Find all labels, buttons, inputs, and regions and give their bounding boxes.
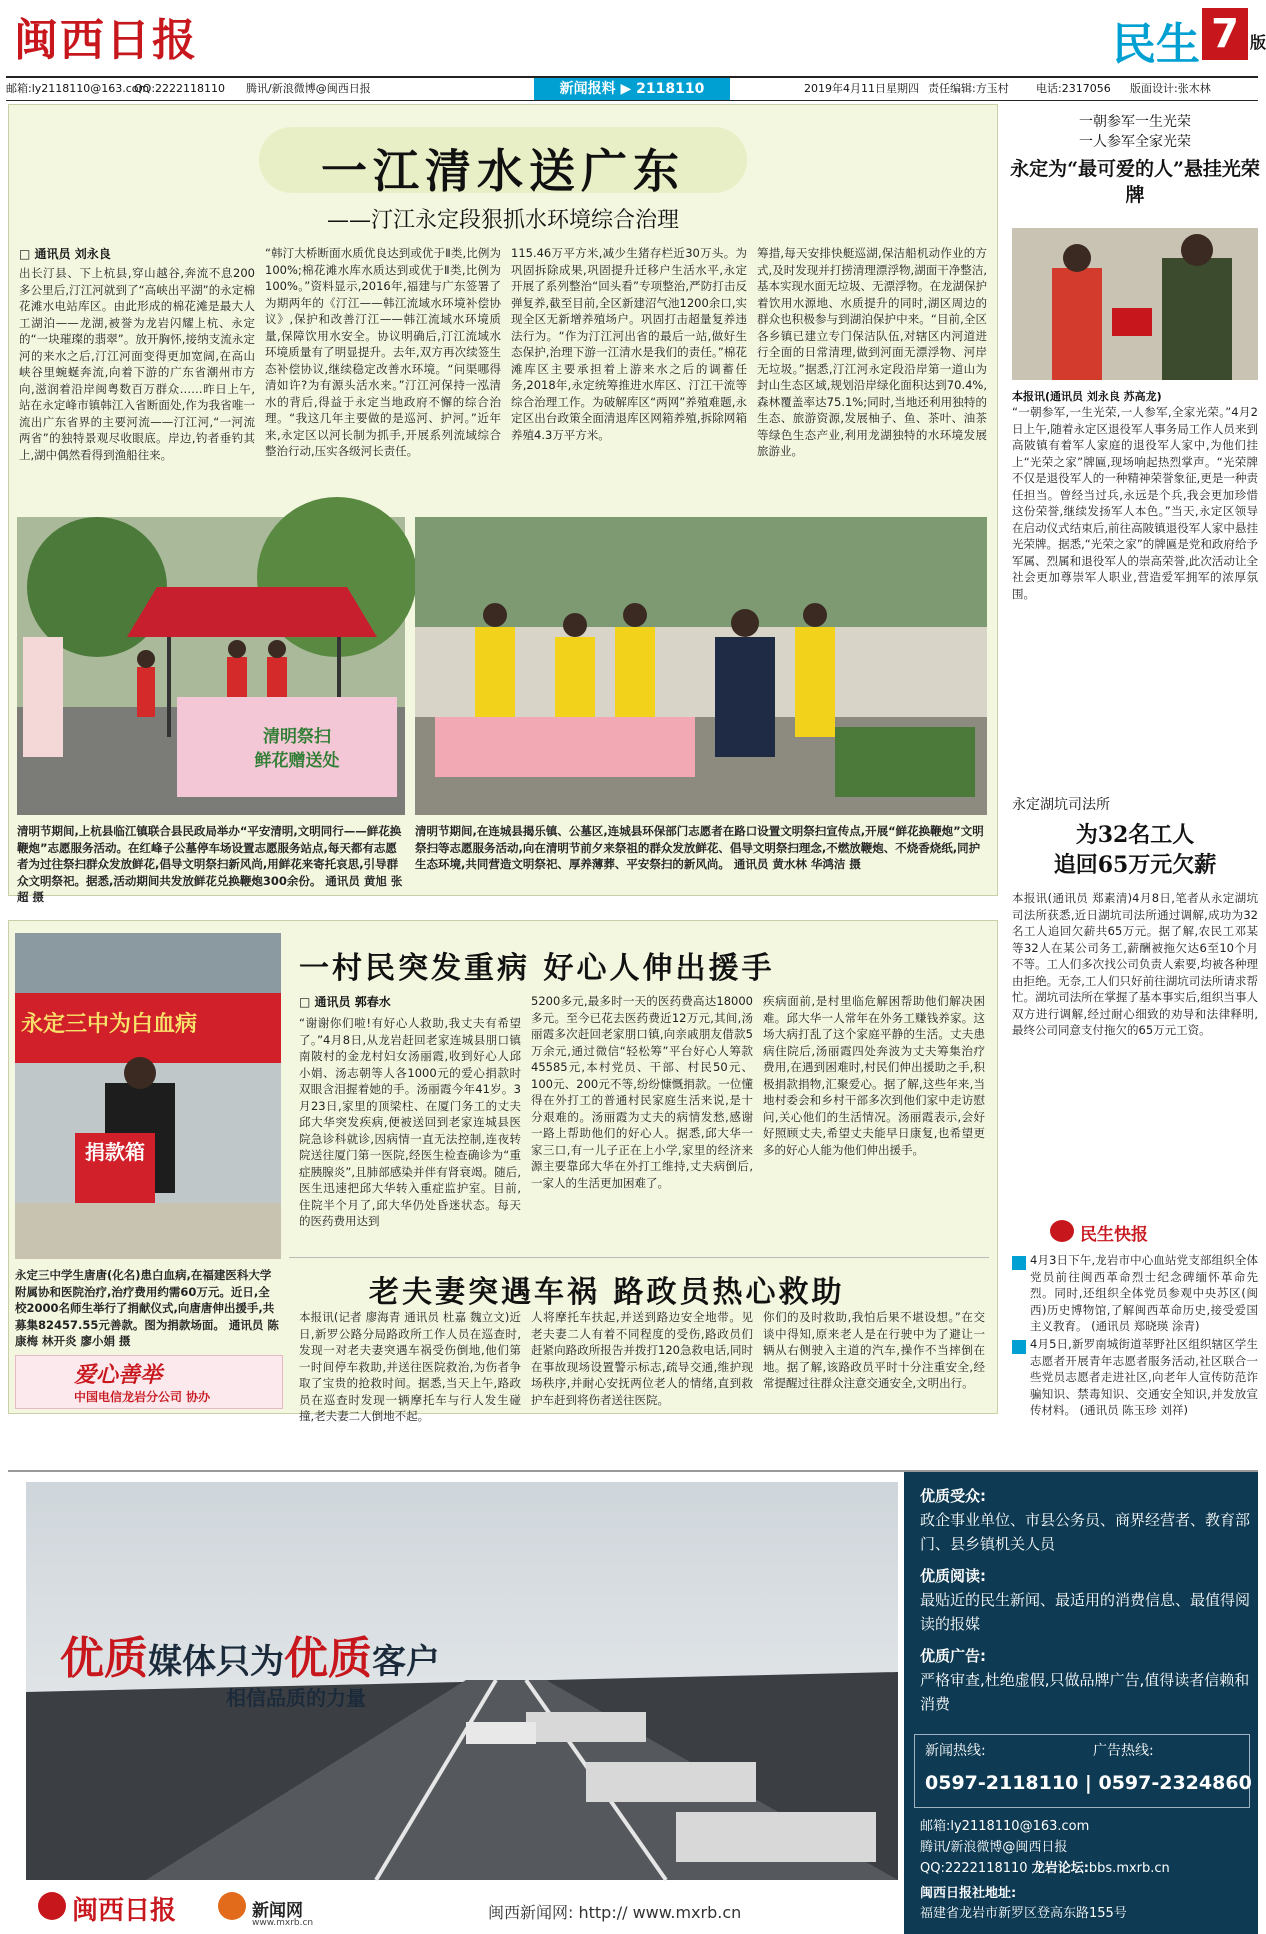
article-column: 本报讯(记者 廖海青 通讯员 杜嘉 魏立文)近日,新罗公路分局路政所工作人员在巡查时,发现一对老夫妻突遇车祸受伤倒地,他们第一时间停车救助,并送往医院救治,为伤者争取了宝贵的抢救时间。据悉,当天上午,路政员在巡查时发现一辆摩托车与行人发生碰撞,老夫妻二人倒地不起。 xyxy=(299,1310,521,1423)
newspaper-logo: 闽西日报 xyxy=(14,15,198,66)
brief-item: 4月3日下午,龙岩市中心血站党支部组织全体党员前往闽西革命烈士纪念碑缅怀革命先烈。同时,还组织全体党员参观中央苏区(闽西)历史博物馆,了解闽西革命历史,接受爱国主义教育。 (通讯员 郑晓瑛 涂青) xyxy=(1030,1253,1258,1333)
section-title: 民生 xyxy=(1112,19,1200,70)
headline: 一村民突发重病 好心人伸出援手 xyxy=(299,951,775,986)
banner-designer: 版面设计:张木林 xyxy=(1130,82,1211,95)
ad-heading: 优质受众: xyxy=(920,1487,986,1505)
photo-scene xyxy=(1012,228,1258,380)
ad-image xyxy=(26,1482,898,1880)
article-column: “韩汀大桥断面水质优良达到或优于Ⅱ类,比例为100%;棉花滩水库水质达到或优于Ⅱ类,比例为100%。”资料显示,2016年,福建与广东签署了为期两年的《汀江——韩江流域水环境补偿协议》,保护和改善汀江——韩江流域水环境质量,保障饮用水安全。协议明确后,汀江流域水环境质量有了明显提升。去年,双方再次续签生态补偿协议,继续稳定改善水环境。“问渠哪得清如许?为有源头活水来。”汀江河保持一泓清水的背后,得益于永定当地政府不懈的综合治理。“我这几年主要做的是巡河、护河。”近年来,永定区以河长制为抓手,开展系列流域综合整治行动,压实各级河长责任。 xyxy=(265,246,501,458)
article-column: 115.46万平方米,减少生猪存栏近30万头。为巩固拆除成果,巩固提升迁移户生活水平,永定开展了系列整治“回头看”专项整治,严防打击反弹复养,截至目前,全区新建沼气池1200余口,实现全区无新增养殖场户。巩固打击超量复养违法行为。“作为汀江河出省的最后一站,做好生态保护,治理下游一江清水是我们的责任。”棉花滩库区主要承担着上游来水之后的调蓄任务,2018年,永定统筹推进水库区、汀江干流等综合治理工作。为破解库区“两网”养殖难题,永定区出台政策全面清退库区网箱养殖,拆除网箱养殖4.3万平方米。 xyxy=(511,246,747,442)
kicker: 永定湖坑司法所 xyxy=(1012,797,1110,813)
byline: □ 通讯员 郭春水 xyxy=(299,995,391,1009)
article-body: 本报讯(通讯员 郑素清)4月8日,笔者从永定湖坑司法所获悉,近日湖坑司法所通过调解,成功为32名工人追回欠薪共65万元。据了解,农民工邓某等32人在某公司务工,薪酬被拖欠达6至10个月不等。工人们多次找公司负责人索要,均被各种理由拒绝。无奈,工人们只好前往湖坑司法所请求帮忙。湖坑司法所在掌握了基本事实后,组织当事人双方进行调解,经过耐心细致的劝导和法律释明,最终公司同意支付拖欠的65万元工资。 xyxy=(1012,891,1258,1037)
page-number: 7 xyxy=(1202,8,1248,60)
photo-caption: 清明节期间,上杭县临江镇联合县民政局举办“平安清明,文明同行——鲜花换鞭炮”志愿服务活动。在红峰子公墓停车场设置志愿服务站点,每天都有志愿者为过往祭扫群众发放鲜花,倡导文明祭扫新风尚,用鲜花来寄托哀思,引导群众文明祭祀。据悉,活动期间共发放鲜花兑换鞭炮300余份。 通讯员 黄旭 张超 摄 xyxy=(17,824,403,904)
brief-icon xyxy=(1050,1220,1074,1242)
ad-text: 最贴近的民生新闻、最适用的消费信息、最值得阅读的报媒 xyxy=(920,1591,1251,1633)
ad-quality xyxy=(920,1644,1250,1716)
ad-slogan-accent: 优质 xyxy=(284,1633,372,1684)
article-column: 筹措,每天安排快艇巡湖,保洁船机动作业的方式,及时发现并打捞清理漂浮物,湖面干净整洁,基本实现水面无垃圾、无漂浮物。在龙湖保护着饮用水源地、水质提升的同时,湖区周边的群众也积极参与到湖泊保护中来。“目前,全区各乡镇已建立专门保洁队伍,对辖区内河道进行全面的日常清理,做到河面无漂浮物、河岸无垃圾。”据悉,汀江河永定段沿岸第一道山为封山生态区域,规划沿岸绿化面积达到70.4%,森林覆盖率达75.1%;同时,当地还利用独特的生态、旅游资源,发展柚子、鱼、茶叶、油茶等绿色生态产业,利用龙湖独特的水环境发展旅游业。 xyxy=(757,246,987,458)
ad-audience xyxy=(920,1484,1250,1556)
banner-phone: 电话:2317056 xyxy=(1036,82,1111,95)
ad-contacts xyxy=(920,1816,1250,1879)
bullet-icon xyxy=(1012,1256,1026,1270)
article-column: 出长汀县、下上杭县,穿山越谷,奔流不息200多公里后,汀江河就到了“高峡出平湖”的永定棉花滩水电站库区。由此形成的棉花滩是最大人工湖泊——龙湖,被誉为龙岩闪耀上杭、永定的“一块璀璨的翡翠”。放开胸怀,接纳支流永定河的来水之后,汀江河面变得更加宽阔,在高山峡谷里蜿蜒奔流,向着下游的广东省潮州市方向,滋润着沿岸闽粤数百万群众……昨日上午,站在永定峰市镇韩江入省断面处,作为我省唯一流出广东省界的主要河流——汀江河,“一河流两省”的独特景观尽收眼底。岸边,钓者垂钓其上,湖中偶然看得到渔船往来。 xyxy=(19,266,255,462)
sponsor-brand: 爱心善举 xyxy=(74,1362,163,1388)
brief-item: 4月5日,新罗南城街道莘野社区组织辖区学生志愿者开展青年志愿者服务活动,社区联合一些党员志愿者走进社区,向老年人宣传防范诈骗知识、禁毒知识、交通安全知识,并发放宣传材料。 (通讯员 陈玉珍 刘祥) xyxy=(1030,1337,1258,1417)
ad-forum-label: 龙岩论坛: xyxy=(1031,1861,1089,1876)
ad-heading: 优质广告: xyxy=(920,1647,986,1665)
ad-info-panel xyxy=(904,1472,1258,1934)
donation-box-label: 捐款箱 xyxy=(85,1140,145,1164)
headline: 一江清水送广东 xyxy=(321,144,685,198)
ad-tagline: 相信品质的力量 xyxy=(226,1686,366,1710)
headline-line: 追回65万元欠薪 xyxy=(1053,852,1217,878)
photo-donation xyxy=(15,933,281,1259)
subheadline: ——汀江永定段狠抓水环境综合治理 xyxy=(326,208,679,233)
hotline-box xyxy=(914,1734,1250,1808)
ad-slogan xyxy=(60,1622,440,1686)
divider xyxy=(289,1257,989,1258)
ad-address-label: 闽西日报社地址: xyxy=(920,1886,1017,1901)
story-panel-bottom xyxy=(8,920,998,1423)
footer-logo-icon xyxy=(38,1892,66,1920)
page-number-box xyxy=(1202,8,1248,60)
ad-text: 严格审查,杜绝虚假,只做品牌广告,值得读者信赖和消费 xyxy=(920,1671,1250,1713)
ad-qq: QQ:2222118110 xyxy=(920,1861,1028,1876)
banner-qq: QQ:2222118110 xyxy=(134,82,226,95)
article-column: 5200多元,最多时一天的医药费高达18000多元。至今已花去医药费近12万元,其间,汤丽霞多次赶回老家朋口镇,向亲戚朋友借款5万余元,通过微信“轻松筹”平台好心人筹款45585元,本村党员、干部、村民50元、100元、200元不等,纷纷慷慨捐款。一位懂得在外打工的普通村民家庭生活来说,是十分艰难的。汤丽霞为丈夫的病情发愁,感谢一路上帮助他们的好心人。据悉,邱大华一家三口,有一儿子正在上小学,家里的经济来源主要靠邱大华在外打工维持,丈夫病倒后,一家人的生活更加困难了。 xyxy=(531,994,753,1190)
booth-banner-line: 鲜花赠送处 xyxy=(254,751,340,771)
story-river-cleanup xyxy=(8,104,998,904)
ad-hotline-label: 广告热线: xyxy=(1093,1743,1154,1759)
ad-slogan-text: 媒体只为 xyxy=(148,1642,284,1682)
ad-email: 邮箱:ly2118110@163.com xyxy=(920,1819,1090,1834)
article-column: 人将摩托车扶起,并送到路边安全地带。见老夫妻二人有着不同程度的受伤,路政员们赶紧向路政所报告并拨打120急救电话,同时在事故现场设置警示标志,疏导交通,维护现场秩序,并耐心安抚两位老人的情绪,直到救护车赶到将伤者送往医院。 xyxy=(531,1310,753,1407)
banner-email: 邮箱:ly2118110@163.com xyxy=(6,82,150,95)
photo-banner-text: 永定三中为白血病 xyxy=(21,1012,198,1037)
booth-banner-line: 清明祭扫 xyxy=(263,727,331,747)
photo-flower-booth xyxy=(17,517,405,815)
hotline-numbers: 0597-2118110 | 0597-2324860 xyxy=(925,1772,1252,1794)
banner-weibo: 腾讯/新浪微博@闽西日报 xyxy=(246,82,371,95)
kicker xyxy=(1010,112,1260,152)
byline: □ 通讯员 刘永良 xyxy=(19,247,111,261)
footer-brand: 新闻网 xyxy=(252,1901,303,1921)
headline: 永定为“最可爱的人”悬挂光荣牌 xyxy=(1010,158,1260,206)
masthead xyxy=(0,0,1264,76)
page-unit: 版 xyxy=(1249,33,1266,52)
ad-weibo: 腾讯/新浪微博@闽西日报 xyxy=(920,1840,1068,1855)
bullet-icon xyxy=(1012,1340,1026,1354)
photo-honor-plaque xyxy=(1012,228,1258,380)
ad-address xyxy=(920,1884,1250,1924)
footer-url-small: www.mxrb.cn xyxy=(252,1918,314,1928)
article-column: “谢谢你们啦!有好心人救助,我丈夫有希望了。”4月8日,从龙岩赶回老家连城县朋口镇南陂村的金龙村妇女汤丽霞,收到好心人邱小娟、汤志朝等人各1000元的爱心捐款时双眼含泪握着她的手。汤丽霞今年41岁。3月23日,家里的顶梁柱、在厦门务工的丈夫邱大华突发疾病,便被送回到老家连城县医院急诊科就诊,因病情一直无法控制,连夜转院送往厦门第一医院,经医生检查确诊为“重症胰腺炎”,且肺部感染并伴有肾衰竭。随后,医生迅速把邱大华转入重症监护室。目前,住院半个月了,邱大华仍处昏迷状态。每天的医药费用达到 xyxy=(299,1016,521,1228)
headline xyxy=(1010,820,1260,880)
ad-slogan-accent: 优质 xyxy=(60,1633,148,1684)
news-hotline-label: 新闻热线: xyxy=(925,1743,986,1759)
ad-text: 政企事业单位、市县公务员、商界经营者、教育部门、县乡镇机关人员 xyxy=(920,1511,1251,1553)
brief-header xyxy=(1050,1218,1220,1244)
article-body: “一朝参军,一生光荣,一人参军,全家光荣。”4月2日上午,随着永定区退役军人事务局工作人员来到高陂镇有着军人家庭的退役军人家中,为他们挂上“光荣之家”牌匾,现场响起热烈掌声。“光荣牌不仅是退役军人的一种精神荣誉象征,更是一种责任担当。曾经当过兵,永远是个兵,我会更加珍惜这份荣誉,继续发扬军人本色。”当天,永定区领导在启动仪式结束后,前往高陂镇退役军人家中悬挂光荣牌。据悉,“光荣之家”的牌匾是党和政府给予军属、烈属和退役军人的崇高荣誉,此次活动让全社会更加尊崇军人职业,营造爱军拥军的浓厚氛围。 xyxy=(1012,405,1258,601)
article-column: 疾病面前,是村里临危解困帮助他们解决困难。邱大华一人常年在外务工赚钱养家。这场大病打乱了这个家庭平静的生活。丈夫患病住院后,汤丽霞四处奔波为丈夫筹集治疗费用,在遇到困难时,村民们伸出援助之手,积极捐款捐物,汇聚爱心。据了解,这些年来,当地村委会和乡村干部多次到他们家中走访慰问,关心他们的生活情况。汤丽霞表示,会好好照顾丈夫,希望丈夫能早日康复,也希望更多的好心人能为他们伸出援手。 xyxy=(763,994,985,1157)
ad-forum: bbs.mxrb.cn xyxy=(1088,1861,1170,1876)
kicker-line: 一朝参军一生光荣 xyxy=(1079,114,1191,130)
ad-reading xyxy=(920,1564,1250,1636)
kicker-line: 一人参军全家光荣 xyxy=(1079,134,1191,150)
photo-caption: 清明节期间,在连城县揭乐镇、公墓区,连城县环保部门志愿者在路口设置文明祭扫宣传点,开展“鲜花换鞭炮”文明祭扫等志愿服务活动,向在清明节前夕来祭祖的群众发放鲜花、倡导文明祭扫理念,不燃放鞭炮、不烧香烧纸,同护生态环境,共同营造文明祭祀、厚养薄葬、平安祭扫的新风尚。 通讯员 黄水林 华鸿洁 摄 xyxy=(415,824,984,871)
booth-banner xyxy=(217,725,377,773)
brief-title: 民生快报 xyxy=(1080,1225,1148,1245)
headline: 老夫妻突遇车祸 路政员热心救助 xyxy=(369,1275,845,1310)
ad-heading: 优质阅读: xyxy=(920,1567,986,1585)
ad-address-text: 福建省龙岩市新罗区登高东路155号 xyxy=(920,1906,1127,1921)
news-site-icon xyxy=(218,1892,246,1920)
right-column xyxy=(1010,104,1260,1416)
banner-editor: 责任编辑:方玉村 xyxy=(928,82,1009,95)
byline: 本报讯(通讯员 刘永良 苏高龙) xyxy=(1012,390,1162,403)
article-column: 你们的及时救助,我怕后果不堪设想。”在交谈中得知,原来老人是在行驶中为了避让一辆从右侧驶入主道的汽车,操作不当摔倒在地。据了解,该路政员平时十分注重安全,经常提醒过往群众注意交通安全,文明出行。 xyxy=(763,1310,985,1390)
house-advertisement xyxy=(8,1470,1258,1934)
banner-weekday: 星期四 xyxy=(886,82,919,95)
photo-scene xyxy=(415,517,987,815)
footer-site[interactable]: 闽西新闻网: http:// www.mxrb.cn xyxy=(488,1903,742,1922)
info-banner xyxy=(6,76,1258,101)
banner-date: 2019年4月11日 xyxy=(804,82,886,95)
footer-logo: 闽西日报 xyxy=(72,1896,177,1926)
ad-slogan-text: 客户 xyxy=(372,1642,440,1682)
photo-volunteers xyxy=(415,517,987,815)
photo-scene xyxy=(15,933,281,1259)
photo-caption: 永定三中学生唐唐(化名)患白血病,在福建医科大学附属协和医院治疗,治疗费用约需60万元。近日,全校2000名师生举行了捐献仪式,向唐唐伸出援手,共募集82457.55元善款。图为捐款场面。 通讯员 陈康梅 林开炎 廖小娟 摄 xyxy=(15,1268,279,1348)
news-hotline: 新闻报料 ▶ 2118110 xyxy=(534,78,730,100)
headline-line: 为32名工人 xyxy=(1075,822,1195,848)
sponsor-ad xyxy=(15,1355,283,1409)
sponsor-org: 中国电信龙岩分公司 协办 xyxy=(74,1390,211,1404)
